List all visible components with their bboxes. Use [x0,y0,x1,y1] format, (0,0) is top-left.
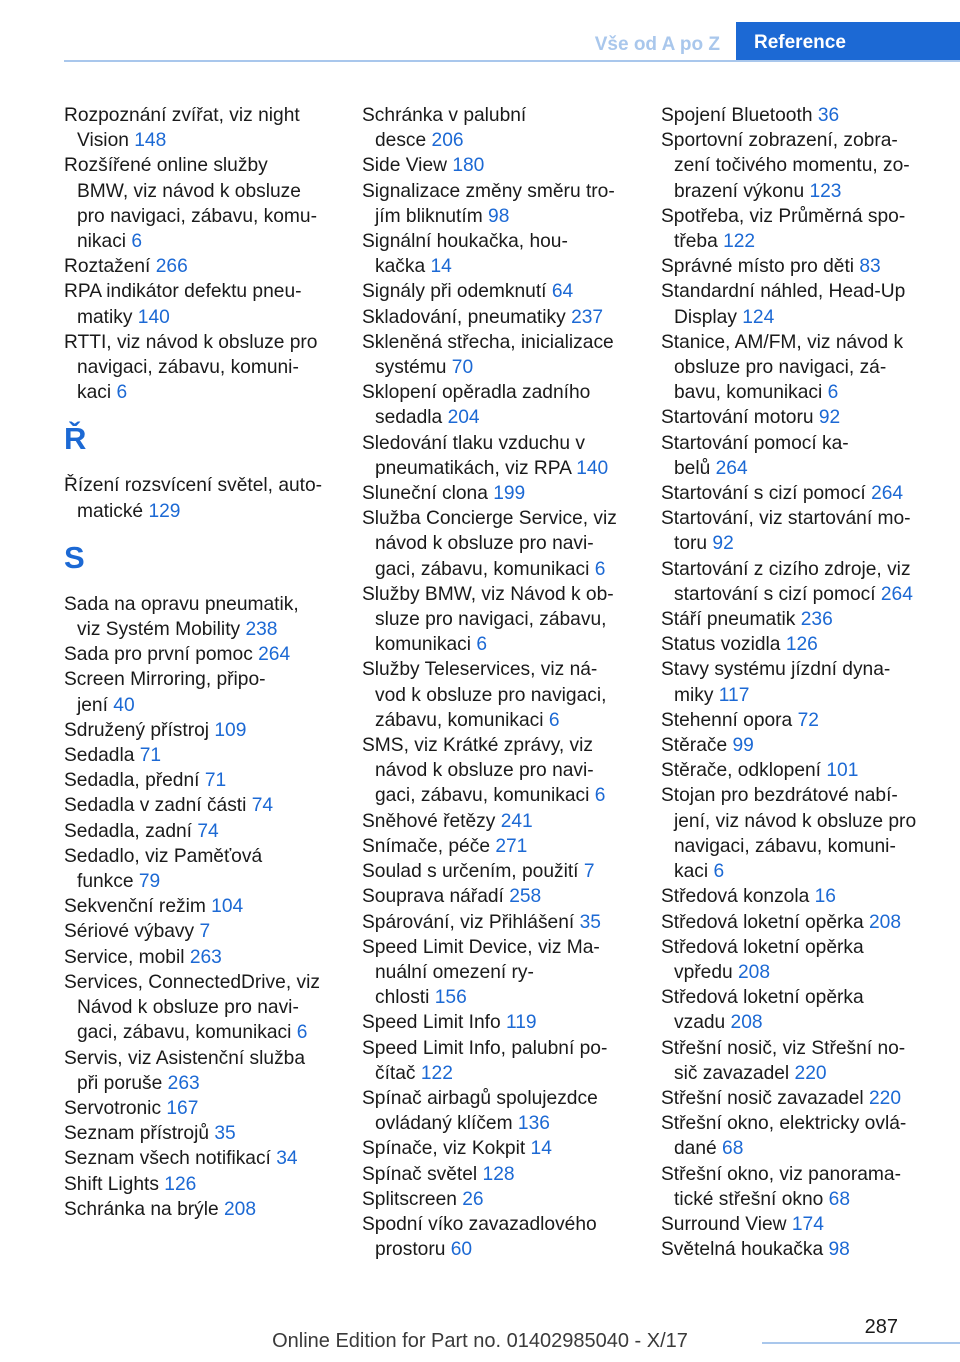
index-entry-text: Startování s cizí pomocí [661,483,866,505]
index-entry-text: Spínač světel [362,1163,478,1185]
index-entry-text: Sériové výbavy [64,921,195,943]
index-entry [362,1010,634,1035]
index-entry-text: Seznam přístrojů [64,1123,210,1145]
page-reference-link[interactable]: 7 [199,921,211,943]
page-reference-link[interactable]: 119 [506,1012,537,1034]
index-entry-text: Services, ConnectedDrive, viz Návod k obsluze pro navi‐ gaci, zábavu, komunikaci [64,971,320,1044]
index-entry [64,667,336,717]
index-entry [362,1212,634,1262]
index-entry-text: Snímače, péče [362,835,490,857]
index-entry-text: Spojení Bluetooth [661,105,813,126]
index-entry-text: RTTI, viz návod k obsluze pro navigaci, zábavu, komuni‐ kaci [64,331,318,404]
index-entry [661,935,933,985]
index-entry [64,642,336,667]
index-entry [661,254,933,279]
index-entry [661,103,933,128]
index-entry-text: Souprava nářadí [362,886,504,908]
index-entry [661,1212,933,1237]
index-column-1 [64,103,336,1222]
index-entry-text: Sedadla, zadní [64,820,193,842]
page-reference-link[interactable]: 266 [155,256,188,278]
index-entry-text: Sedadlo, viz Paměťová funkce [64,845,263,893]
index-entry-text: Shift Lights [64,1173,159,1195]
page-reference-link[interactable]: 123 [809,180,842,202]
index-entry-text: Sedadla v zadní části [64,795,247,817]
index-entry-text: Roztažení [64,256,151,278]
page-reference-link[interactable]: 14 [430,256,452,278]
index-entry-text: Screen Mirroring, připo‐ jení [64,669,266,716]
page-reference-link[interactable]: 124 [742,306,775,328]
index-entry-text: Střešní nosič zavazadel [661,1087,864,1109]
index-entry-text: Sada na opravu pneumatik, viz Systém Mobility [64,593,299,641]
index-entry-text: Startování, viz startování mo‐ toru [661,508,911,555]
index-entry-text: Střešní okno, elektricky ovlá‐ dané [661,1113,907,1160]
page-reference-link[interactable]: 16 [814,886,836,908]
index-entry-text: Side View [362,155,447,177]
index-entry-text: Služby BMW, viz Návod k ob‐ sluze pro navigaci, zábavu, komunikaci [362,583,614,656]
index-entry-text: Sněhové řetězy [362,810,496,832]
page-reference-link[interactable]: 6 [827,382,839,404]
page-reference-link[interactable]: 6 [131,231,143,253]
index-entry [64,919,336,944]
page-reference-link[interactable]: 104 [211,896,244,918]
index-entry [661,985,933,1035]
index-entry [64,819,336,844]
index-entry [362,179,634,229]
index-entry-text: Speed Limit Info [362,1012,501,1034]
index-entry [661,128,933,204]
page-reference-link[interactable]: 174 [791,1213,824,1235]
index-entry-text: Střešní nosič, viz Střešní no‐ sič zavazadel [661,1037,906,1084]
page-reference-link[interactable]: 263 [167,1072,200,1094]
index-entry-text: Spínače, viz Kokpit [362,1138,526,1160]
page-reference-link[interactable]: 60 [450,1239,473,1261]
page-reference-link[interactable]: 206 [431,130,464,152]
page-reference-link[interactable]: 6 [713,861,725,883]
page-reference-link[interactable]: 208 [869,911,902,933]
page-reference-link[interactable]: 167 [166,1097,199,1119]
index-entry [64,279,336,329]
index-entry-text: Status vozidla [661,634,781,656]
index-entry [661,632,933,657]
index-entry-text: Služby Teleservices, viz ná‐ vod k obsluze pro navigaci, zábavu, komunikaci [362,659,607,731]
index-entry [362,1036,634,1086]
index-entry [362,103,634,153]
index-column-3 [661,103,933,1262]
index-entry-text: Sportovní zobrazení, zobra‐ zení točivého momentu, zo‐ brazení výkonu [661,130,910,202]
page-reference-link[interactable]: 122 [420,1062,453,1084]
index-entry-text: Standardní náhled, Head-Up Display [661,281,906,328]
index-entry-text: Spínač airbagů spolujezdce ovládaný klíčem [362,1087,598,1135]
index-entry [362,733,634,809]
page-number: 287 [864,1316,898,1338]
index-entry [362,834,634,859]
index-entry-text: Startování z cizího zdroje, viz startování s cizí pomocí [661,558,911,605]
page-reference-link[interactable]: 220 [794,1062,827,1084]
index-entry-text: Řízení rozsvícení světel, auto‐ matické [64,475,323,522]
index-entry-text: Splitscreen [362,1188,457,1210]
page-reference-link[interactable]: 68 [828,1188,850,1210]
page-reference-link[interactable]: 99 [732,735,754,757]
index-entry [64,1096,336,1121]
page-reference-link[interactable]: 6 [476,634,487,656]
page-reference-link[interactable]: 180 [452,155,485,177]
index-entry-text: Sledování tlaku vzduchu v pneumatikách, viz RPA [362,432,585,479]
index-entry [362,481,634,506]
page-reference-link[interactable]: 26 [462,1188,484,1210]
index-entry-text: Schránka na brýle [64,1198,219,1220]
index-entry-text: Služba Concierge Service, viz návod k obsluze pro navi‐ gaci, zábavu, komunikaci [362,508,617,580]
index-entry-text: Stavy systému jízdní dyna‐ miky [661,659,891,706]
page-reference-link[interactable]: 264 [871,483,904,505]
index-entry-text: RPA indikátor defektu pneu‐ matiky [64,281,302,328]
page-reference-link[interactable]: 35 [579,911,601,933]
index-entry [362,935,634,1011]
index-entry [661,708,933,733]
index-entry [64,103,336,153]
index-entry-text: Středová loketní opěrka vzadu [661,987,864,1034]
index-entry-text: Středová loketní opěrka [661,911,864,933]
index-entry [362,1136,634,1161]
index-entry [64,793,336,818]
page-reference-link[interactable]: 92 [818,407,841,429]
index-entry-text: Sada pro první pomoc [64,644,253,666]
index-entry-text: Sdružený přístroj [64,719,210,741]
index-entry [64,718,336,743]
index-entry [362,1086,634,1136]
index-entry-text: Spárování, viz Přihlášení [362,911,575,933]
index-entry-text: Sedadla [64,745,135,767]
index-entry [661,884,933,909]
page-reference-link[interactable]: 263 [189,946,222,968]
index-entry-text: Stěrače [661,735,728,757]
header-rule [64,60,960,62]
index-entry [362,582,634,658]
index-entry-text: Stanice, AM/FM, viz návod k obsluze pro navigaci, zá‐ bavu, komunikaci [661,331,904,404]
index-entry [362,305,634,330]
index-entry [64,768,336,793]
page-reference-link[interactable]: 236 [800,609,833,631]
index-entry [64,970,336,1046]
index-entry-text: Stehenní opora [661,709,793,731]
page-reference-link[interactable]: 40 [113,694,135,716]
page-reference-link[interactable]: 83 [859,256,881,278]
page-reference-link[interactable]: 264 [258,644,291,666]
index-entry [64,894,336,919]
page-reference-link[interactable]: 126 [164,1173,197,1195]
index-entry-text: Sluneční clona [362,483,488,505]
page-reference-link[interactable]: 199 [493,483,526,505]
header-section-title: Vše od A po Z [594,34,720,55]
index-entry-text: Sekvenční režim [64,896,206,918]
page-reference-link[interactable]: 129 [148,500,181,522]
page-reference-link[interactable]: 140 [576,457,609,479]
page-reference-link[interactable]: 241 [500,810,533,832]
index-entry-text: Skleněná střecha, inicializace systému [362,331,614,379]
page-reference-link[interactable]: 238 [245,619,278,641]
page-reference-link[interactable]: 208 [730,1012,763,1034]
index-entry [362,380,634,430]
index-entry-text: Signální houkačka, hou‐ kačka [362,231,568,278]
page-reference-link[interactable]: 208 [738,961,771,983]
index-entry-text: Soulad s určením, použití [362,861,579,883]
page-reference-link[interactable]: 74 [251,795,274,817]
page-reference-link[interactable]: 237 [571,306,604,328]
index-entry-text: Startování pomocí ka‐ belů [661,432,849,479]
index-entry-text: Stěrače, odklopení [661,760,822,782]
index-entry [661,204,933,254]
index-entry-text: Sklopení opěradla zadního sedadla [362,382,591,429]
page-reference-link[interactable]: 136 [517,1113,550,1135]
index-entry [64,1146,336,1171]
page-reference-link[interactable]: 64 [551,281,574,303]
page-reference-link[interactable]: 122 [723,231,756,253]
index-entry [64,1197,336,1222]
page-reference-link[interactable]: 6 [594,558,606,580]
index-entry-text: Startování motoru [661,407,814,429]
index-entry-text: Spodní víko zavazadlového prostoru [362,1213,597,1261]
page-reference-link[interactable]: 204 [447,407,480,429]
index-entry-text: Sedadla, přední [64,770,200,792]
index-entry [362,1162,634,1187]
index-entry [362,1187,634,1212]
index-entry [362,809,634,834]
page-reference-link[interactable]: 7 [583,861,595,883]
index-entry [64,945,336,970]
index-entry [661,733,933,758]
page-reference-link[interactable]: 109 [214,719,247,741]
index-entry [661,1237,933,1262]
index-entry-text: Správné místo pro děti [661,256,855,278]
index-entry-text: Střešní okno, viz panorama‐ tické střešní okno [661,1163,901,1210]
page-reference-link[interactable]: 128 [482,1163,515,1185]
index-entry [661,506,933,556]
index-entry [661,279,933,329]
page-reference-link[interactable]: 36 [817,105,840,126]
page-reference-link[interactable]: 70 [451,357,474,379]
page-reference-link[interactable]: 35 [214,1123,236,1145]
index-entry [64,330,336,406]
page-reference-link[interactable]: 6 [116,382,128,404]
page-header [0,0,960,62]
index-entry-text: Středová loketní opěrka vpředu [661,936,864,983]
index-entry [64,1046,336,1096]
index-entry-text: SMS, viz Krátké zprávy, viz návod k obsluze pro navi‐ gaci, zábavu, komunikaci [362,735,594,807]
page-reference-link[interactable]: 79 [138,871,161,893]
index-letter-heading: S [64,539,85,575]
index-entry [362,279,634,304]
index-entry-text: Světelná houkačka [661,1239,824,1261]
page-reference-link[interactable]: 156 [434,987,467,1009]
index-entry [64,1172,336,1197]
index-entry-text: Schránka v palubní desce [362,105,527,152]
index-entry-text: Servotronic [64,1097,162,1119]
index-entry [362,153,634,178]
page-reference-link[interactable]: 98 [828,1239,850,1261]
index-entry [64,254,336,279]
index-entry [661,431,933,481]
index-entry-text: Servis, viz Asistenční služba při poruše [64,1047,306,1094]
page-reference-link[interactable]: 101 [826,760,859,782]
index-entry-text: Signály při odemknutí [362,281,547,303]
index-entry-text: Spotřeba, viz Průměrná spo‐ třeba [661,205,906,253]
page-reference-link[interactable]: 208 [224,1198,257,1220]
index-entry [362,330,634,380]
index-entry [661,557,933,607]
index-entry-text: Speed Limit Device, viz Ma‐ nuální omezení ry‐ chlosti [362,936,600,1009]
index-entry [362,506,634,582]
index-entry [362,657,634,733]
page-reference-link[interactable]: 14 [530,1138,552,1160]
index-entry [362,884,634,909]
index-entry [362,229,634,279]
header-chapter-tab: Reference [736,22,960,60]
page-reference-link[interactable]: 264 [715,457,748,479]
index-entry-text: Surround View [661,1213,787,1235]
index-entry-text: Středová konzola [661,886,810,908]
index-entry [64,743,336,768]
index-entry [362,859,634,884]
index-entry-text: Stáří pneumatik [661,609,796,631]
index-entry-text: Stojan pro bezdrátové nabí‐ jení, viz návod k obsluze pro navigaci, zábavu, komuni‐ kaci [661,785,917,883]
page-reference-link[interactable]: 92 [712,533,734,555]
edition-footer: Online Edition for Part no. 01402985040 - X/17 [272,1330,688,1352]
page-reference-link[interactable]: 126 [785,634,818,656]
page-reference-link[interactable]: 34 [276,1148,298,1170]
index-entry [661,910,933,935]
index-entry [362,910,634,935]
index-entry [661,1162,933,1212]
index-entry-text: Speed Limit Info, palubní po‐ čítač [362,1037,608,1084]
page-reference-link[interactable]: 71 [139,745,162,767]
index-entry-text: Rozšířené online služby BMW, viz návod k obsluze pro navigaci, zábavu, komu‐ nikaci [64,155,317,253]
page-reference-link[interactable]: 6 [296,1022,308,1044]
index-entry [661,758,933,783]
page-reference-link[interactable]: 74 [197,820,219,842]
index-entry [64,1121,336,1146]
page-reference-link[interactable]: 71 [204,770,227,792]
index-entry-text: Signalizace změny směru tro‐ jím bliknutím [362,180,615,227]
index-entry [64,592,336,642]
index-column-2 [362,103,634,1262]
page-reference-link[interactable]: 140 [137,306,170,328]
page-reference-link[interactable]: 6 [548,709,560,731]
index-entry [64,473,336,523]
index-entry [661,783,933,884]
index-entry [64,844,336,894]
page-reference-link[interactable]: 271 [495,835,528,857]
page-reference-link[interactable]: 148 [134,130,167,152]
index-entry [661,607,933,632]
page-reference-link[interactable]: 117 [718,684,750,706]
page-reference-link[interactable]: 258 [509,886,542,908]
page-reference-link[interactable]: 98 [488,205,510,227]
index-entry [661,481,933,506]
page-reference-link[interactable]: 68 [722,1138,744,1160]
index-entry-text: Service, mobil [64,946,185,968]
index-entry-text: Rozpoznání zvířat, viz night Vision [64,105,300,152]
index-entry [362,431,634,481]
index-entry [661,1086,933,1111]
page-reference-link[interactable]: 264 [880,583,913,605]
index-entry [661,405,933,430]
index-entry-text: Seznam všech notifikací [64,1148,271,1170]
index-entry [661,657,933,707]
index-entry [661,1036,933,1086]
index-entry [661,1111,933,1161]
index-letter-heading: Ř [64,421,87,457]
page-reference-link[interactable]: 6 [594,785,606,807]
page-reference-link[interactable]: 220 [868,1087,901,1109]
index-entry [64,153,336,254]
index-entry [661,330,933,406]
page-reference-link[interactable]: 72 [797,709,819,731]
index-entry-text: Skladování, pneumatiky [362,306,566,328]
